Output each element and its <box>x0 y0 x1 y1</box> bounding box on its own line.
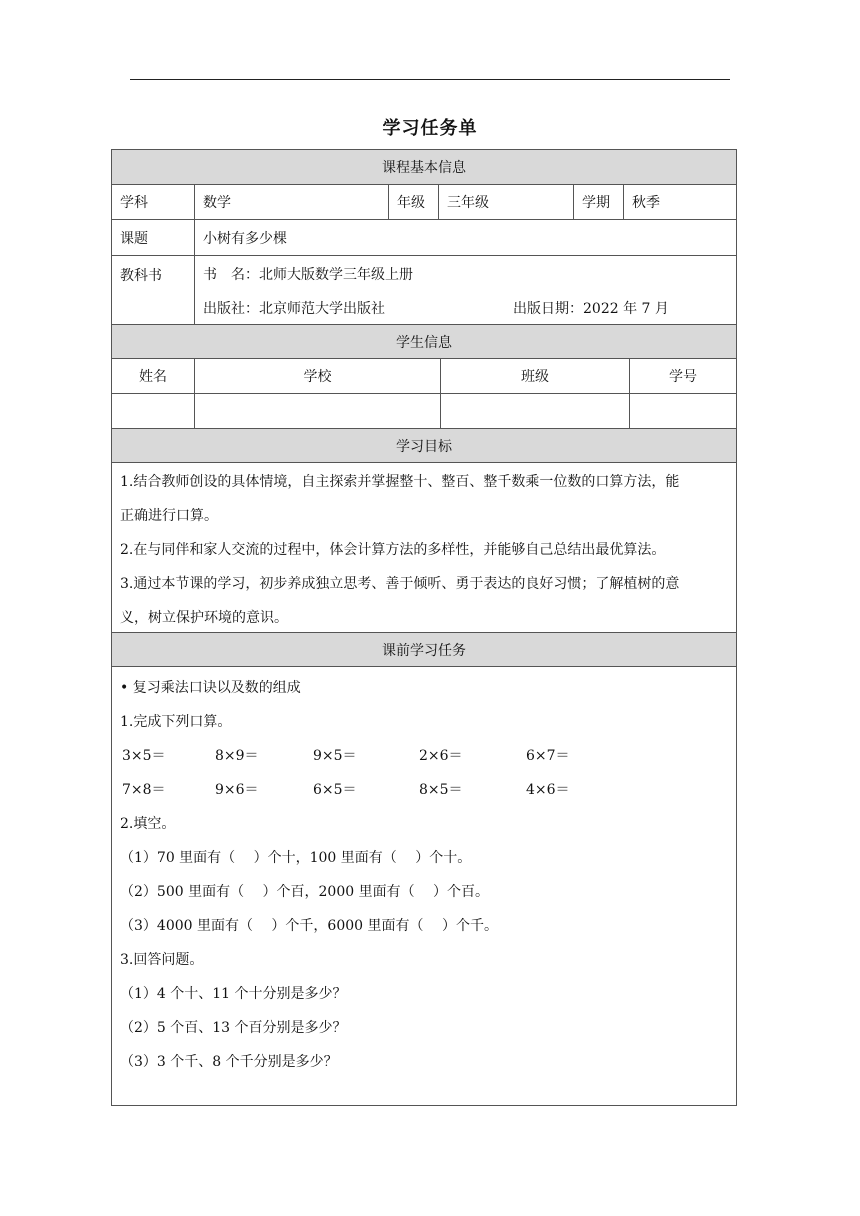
question-2: 2.填空。 <box>120 816 176 832</box>
grade-value: 三年级 <box>438 185 573 219</box>
publisher: 出版社：北京师范大学出版社 <box>203 301 385 317</box>
topic-label: 课题 <box>120 230 148 247</box>
fill-blank-item: （2）500 里面有（ ）个百，2000 里面有（ ）个百。 <box>120 884 490 900</box>
header-rule <box>130 79 730 80</box>
calc-item: 6×7＝ <box>526 748 570 764</box>
class-column: 班级 <box>440 359 629 393</box>
grade-label: 年级 <box>388 185 438 219</box>
student-id-column: 学号 <box>629 359 736 393</box>
textbook-label: 教科书 <box>120 268 162 284</box>
question-3: 3.回答问题。 <box>120 952 204 968</box>
fill-blank-item: （3）4000 里面有（ ）个千，6000 里面有（ ）个千。 <box>120 918 498 934</box>
calc-item: 9×5＝ <box>313 748 357 764</box>
calc-item: 8×9＝ <box>215 748 259 764</box>
term-label: 学期 <box>573 185 623 219</box>
name-field[interactable] <box>112 394 194 428</box>
calc-item: 7×8＝ <box>122 782 166 798</box>
answer-question-item: （2）5 个百、13 个百分别是多少？ <box>120 1020 347 1036</box>
goal-line-4: 3.通过本节课的学习，初步养成独立思考、善于倾听、勇于表达的良好习惯；了解植树的意 <box>120 576 680 592</box>
answer-question-item: （3）3 个千、8 个千分别是多少？ <box>120 1054 338 1070</box>
review-bullet: • 复习乘法口诀以及数的组成 <box>120 680 301 696</box>
goal-line-5: 义，树立保护环境的意识。 <box>120 610 288 626</box>
subject-value: 数学 <box>194 185 388 219</box>
goal-line-3: 2.在与同伴和家人交流的过程中，体会计算方法的多样性，并能够自己总结出最优算法。 <box>120 542 666 558</box>
student-info-header: 学生信息 <box>112 325 736 359</box>
calc-item: 3×5＝ <box>122 748 166 764</box>
subject-label: 学科 <box>120 195 148 211</box>
tasks-header: 课前学习任务 <box>112 633 736 667</box>
book-name: 书 名：北师大版数学三年级上册 <box>203 267 413 283</box>
calc-item: 9×6＝ <box>215 782 259 798</box>
goals-header: 学习目标 <box>112 429 736 463</box>
goals-body <box>112 463 736 633</box>
fill-blank-item: （1）70 里面有（ ）个十，100 里面有（ ）个十。 <box>120 850 472 866</box>
subject-row <box>112 185 736 220</box>
calc-item: 4×6＝ <box>526 782 570 798</box>
goal-line-2: 正确进行口算。 <box>120 508 218 524</box>
student-id-field[interactable] <box>629 394 736 428</box>
calc-item: 2×6＝ <box>419 748 463 764</box>
school-column: 学校 <box>194 359 440 393</box>
topic-row <box>112 220 736 256</box>
task-sheet-table <box>111 149 737 1106</box>
topic-value: 小树有多少棵 <box>194 220 736 255</box>
name-column: 姓名 <box>139 369 167 385</box>
page-title: 学习任务单 <box>382 118 478 139</box>
question-1: 1.完成下列口算。 <box>120 714 232 730</box>
answer-question-item: （1）4 个十、11 个十分别是多少？ <box>120 986 347 1002</box>
publish-date: 出版日期：2022 年 7 月 <box>513 301 669 317</box>
term-value: 秋季 <box>623 185 736 219</box>
student-header-row <box>112 359 736 394</box>
student-blank-row <box>112 394 736 429</box>
calc-item: 6×5＝ <box>313 782 357 798</box>
textbook-row <box>112 256 736 325</box>
calc-item: 8×5＝ <box>419 782 463 798</box>
course-info-header: 课程基本信息 <box>112 150 736 185</box>
textbook-details <box>194 256 736 324</box>
school-field[interactable] <box>194 394 440 428</box>
tasks-body <box>112 667 736 1105</box>
goal-line-1: 1.结合教师创设的具体情境，自主探索并掌握整十、整百、整千数乘一位数的口算方法，能 <box>120 474 680 490</box>
class-field[interactable] <box>440 394 629 428</box>
